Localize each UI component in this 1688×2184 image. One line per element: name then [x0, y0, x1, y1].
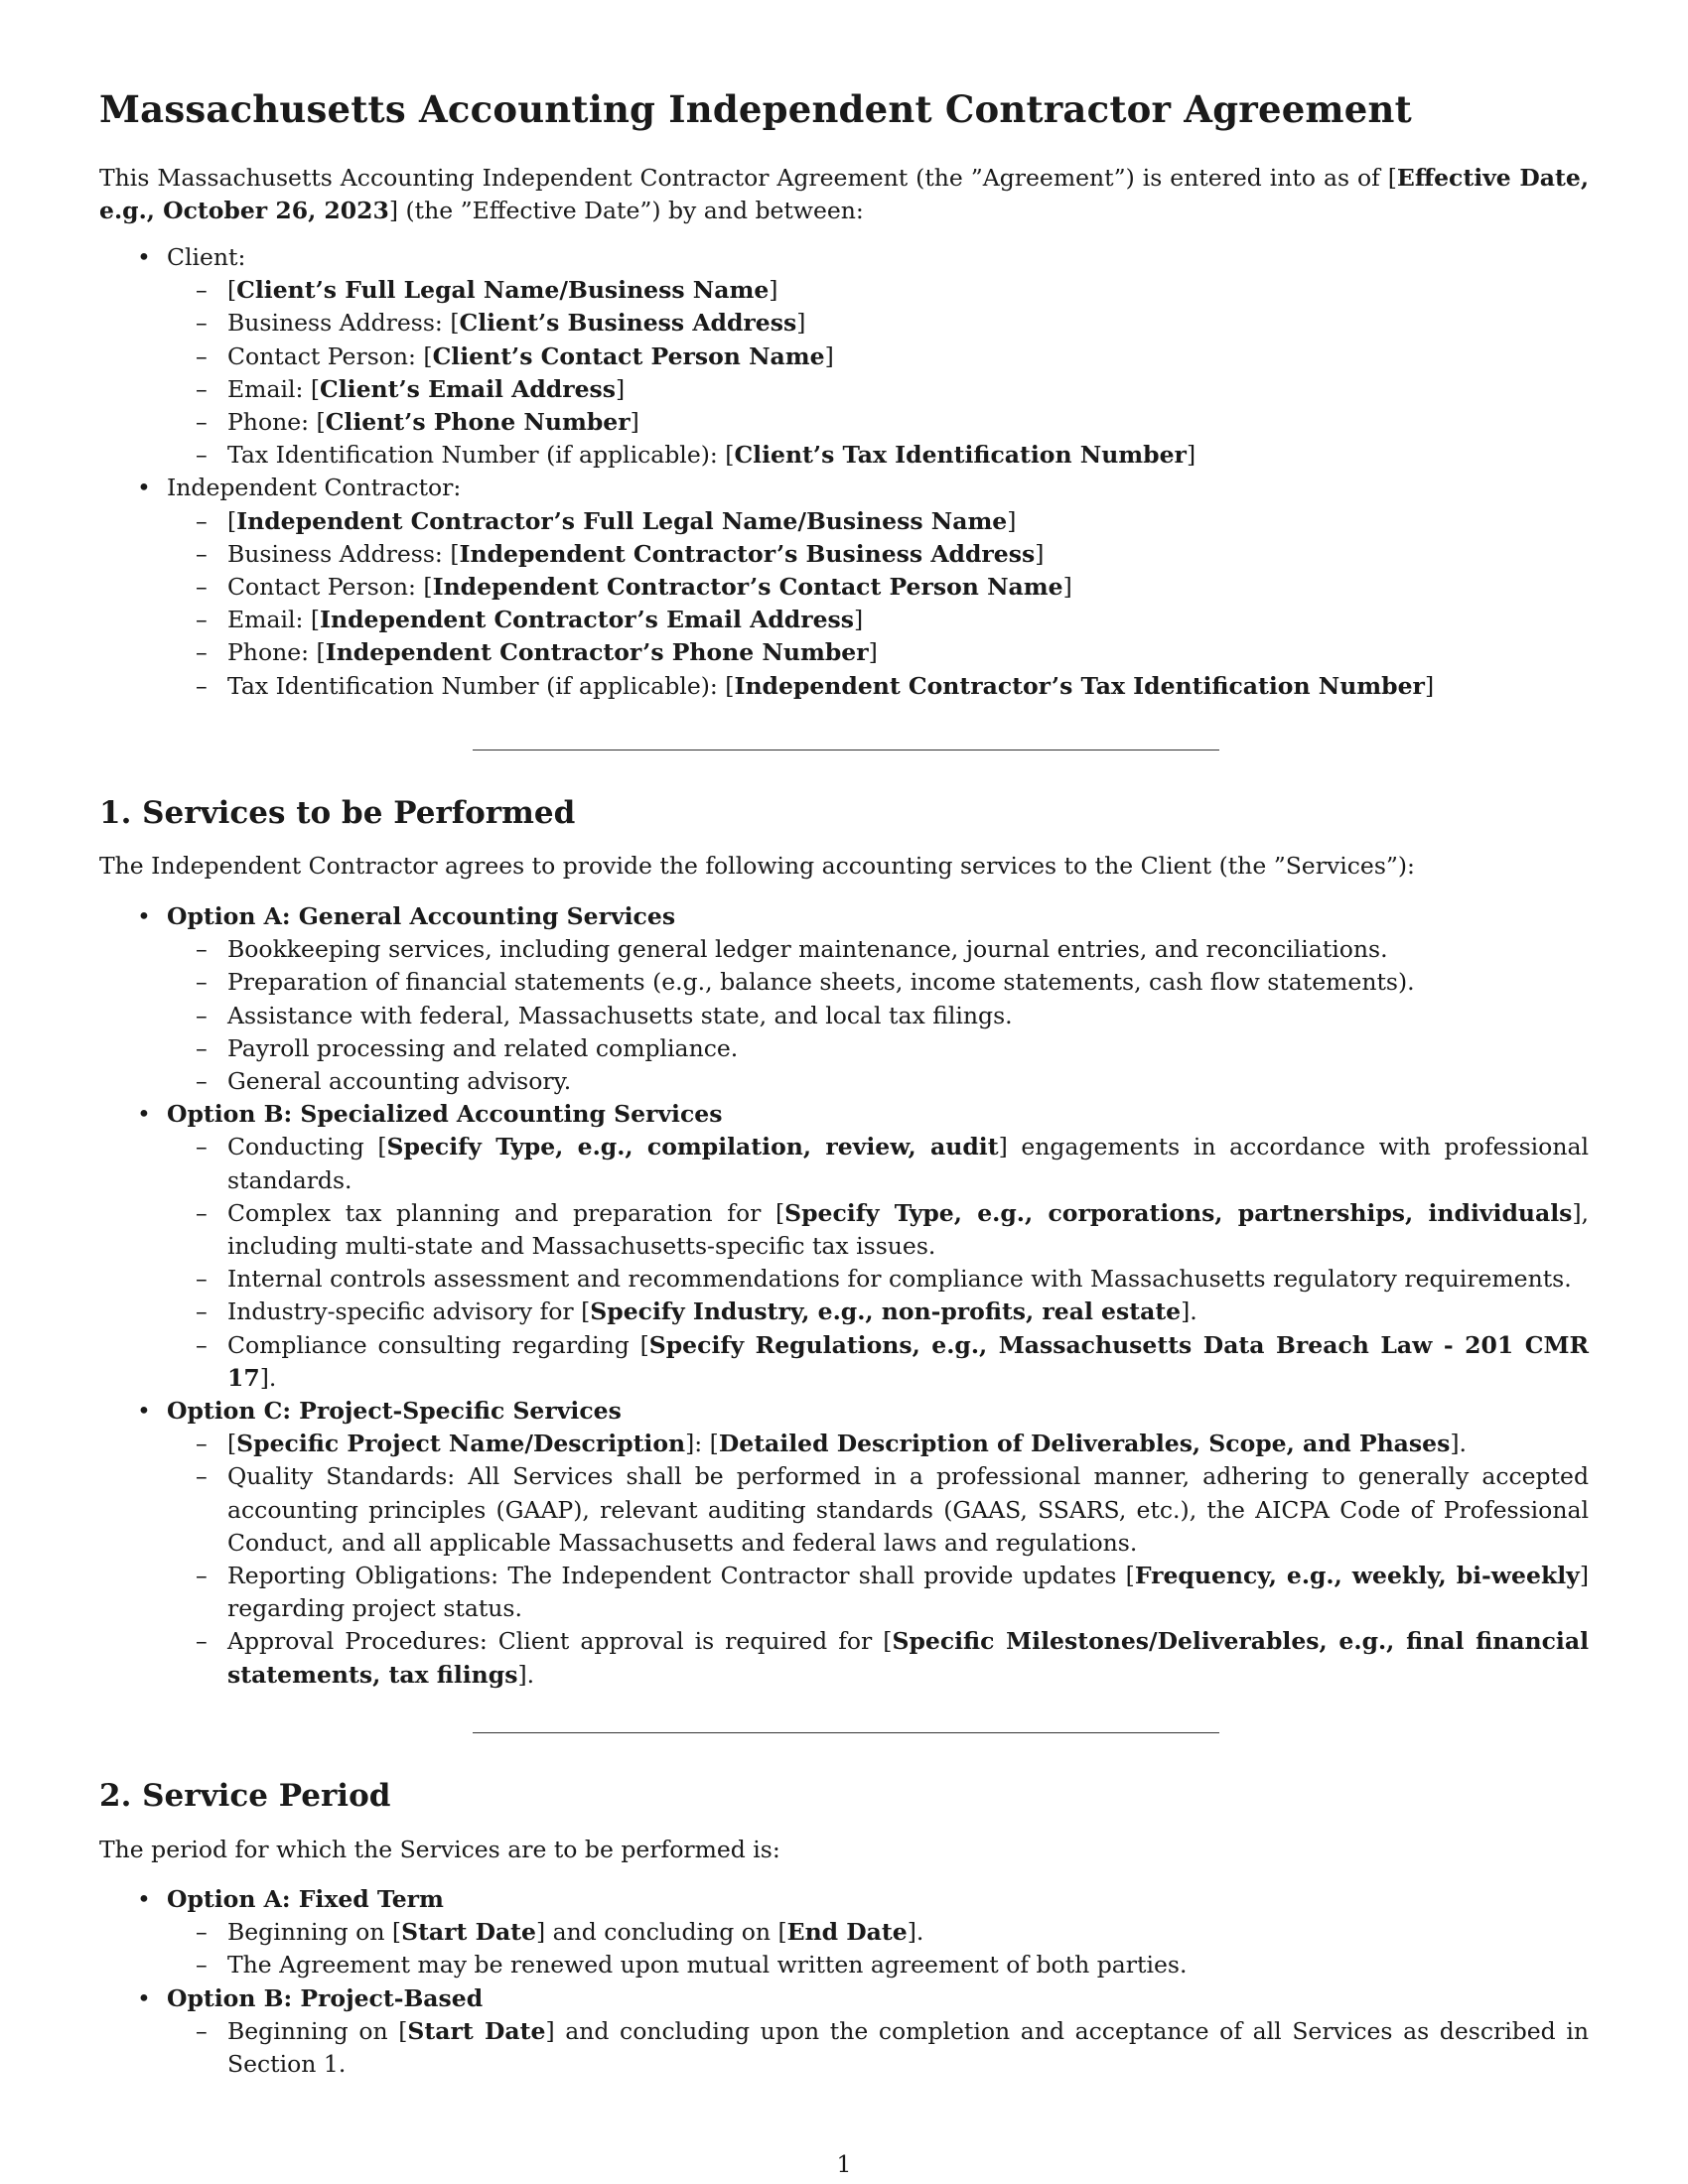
item-text: ].	[517, 1660, 535, 1689]
field-label: Tax Identification Number (if applicable): [	[227, 441, 735, 470]
dash-icon: –	[196, 276, 208, 305]
client-address-placeholder: Client’s Business Address	[459, 309, 797, 338]
dash-icon: –	[196, 1918, 208, 1947]
item-text: Bookkeeping services, including general ledger maintenance, journal entries, and reconciliations.	[227, 935, 1388, 964]
item-text: Beginning on [	[227, 2016, 408, 2045]
item-text: General accounting advisory.	[227, 1067, 572, 1096]
option-c-items	[167, 1428, 1589, 1692]
dash-icon: –	[196, 968, 208, 997]
bracket: ]	[868, 638, 878, 667]
intro-text: ] (the ”Effective Date”) by and between:	[388, 197, 864, 224]
dash-icon: –	[196, 1265, 208, 1294]
field-label: Contact Person: [	[227, 341, 433, 370]
option-label: Option A: General Accounting Services	[167, 902, 676, 930]
option-label: Option A: Fixed Term	[167, 1885, 444, 1913]
item-text: Complex tax planning and preparation for [	[227, 1198, 785, 1227]
contractor-contact-placeholder: Independent Contractor’s Contact Person Name	[432, 573, 1063, 602]
placeholder: Start Date	[401, 1918, 536, 1947]
placeholder: Specify Type, e.g., compilation, review, audit	[386, 1133, 999, 1161]
field-label: Business Address: [	[227, 309, 460, 338]
bullet-icon: •	[137, 1397, 151, 1426]
contractor-name-placeholder: Independent Contractor’s Full Legal Name/Business Name	[236, 506, 1008, 535]
client-tax-placeholder: Client’s Tax Identification Number	[734, 441, 1187, 470]
item-text: ] and concluding upon the completion and acceptance of all Services as described in Section 1.	[227, 2016, 1589, 2079]
intro-paragraph	[99, 162, 1589, 227]
item-text: Payroll processing and related compliance.	[227, 1033, 739, 1062]
dash-icon: –	[196, 1562, 208, 1590]
item-text: ] and concluding on [	[535, 1918, 787, 1947]
section-heading: 2. Service Period	[99, 1778, 391, 1814]
list-item	[167, 1560, 1589, 1625]
placeholder: Specify Industry, e.g., non-profits, real estate	[590, 1297, 1182, 1326]
option-label: Option B: Project-Based	[167, 1983, 484, 2012]
contractor-label: Independent Contractor:	[167, 474, 462, 502]
dash-icon: –	[196, 1330, 208, 1359]
item-text: ] engagements in accordance with professional standards.	[227, 1133, 1589, 1194]
item-text: ].	[1181, 1297, 1197, 1326]
bracket: ]	[1035, 539, 1045, 568]
item-text: Compliance consulting regarding [	[227, 1330, 649, 1359]
bracket: ]	[1007, 506, 1017, 535]
dash-icon: –	[196, 2016, 208, 2045]
dash-icon: –	[196, 374, 208, 403]
bracket: ]	[1062, 573, 1072, 602]
item-text: Quality Standards: All Services shall be performed in a professional manner, adhering to generally accepted accounting principles (GAAP), relevant auditing standards (GAAS, SSARS, etc.), the AICPA Code of Professional Conduct, and all applicable Massachusetts and federal laws and regulations.	[227, 1462, 1589, 1557]
item-text: ].	[907, 1918, 924, 1947]
placeholder: Specific Milestones/Deliverables, e.g., final financial statements, tax filings	[227, 1627, 1589, 1689]
bullet-icon: •	[137, 243, 151, 271]
dash-icon: –	[196, 309, 208, 338]
bracket: ]	[796, 309, 806, 338]
client-email-placeholder: Client’s Email Address	[320, 374, 617, 403]
parties-list	[99, 241, 1589, 703]
option-a-items	[167, 1916, 1589, 1981]
placeholder: Specify Regulations, e.g., Massachusetts Data Breach Law - 201 CMR 17	[227, 1330, 1589, 1392]
option-label: Option B: Specialized Accounting Services	[167, 1100, 723, 1129]
effective-date-placeholder: Effective Date, e.g., October 26, 2023	[99, 164, 1589, 224]
list-item	[99, 241, 1589, 472]
field-label: Business Address: [	[227, 539, 460, 568]
section-intro: The Independent Contractor agrees to provide the following accounting services to the Client (the ”Services”):	[99, 852, 1415, 880]
field-label: Contact Person: [	[227, 573, 433, 602]
dash-icon: –	[196, 1627, 208, 1656]
list-item	[167, 1916, 1589, 1949]
bracket: [	[227, 276, 237, 305]
placeholder: Detailed Description of Deliverables, Scope, and Phases	[718, 1430, 1451, 1458]
list-item	[167, 1428, 1589, 1460]
list-item	[167, 538, 1589, 571]
client-contact-placeholder: Client’s Contact Person Name	[432, 341, 825, 370]
document-page	[99, 0, 1589, 2184]
dash-icon: –	[196, 1033, 208, 1062]
client-label: Client:	[167, 243, 246, 271]
placeholder: Specific Project Name/Description	[236, 1430, 686, 1458]
dash-icon: –	[196, 1198, 208, 1227]
section-intro: The period for which the Services are to be performed is:	[99, 1836, 780, 1863]
contractor-tax-placeholder: Independent Contractor’s Tax Identification Number	[734, 671, 1425, 700]
field-label: Email: [	[227, 606, 321, 634]
bracket: ]	[854, 606, 864, 634]
intro-text: This Massachusetts Accounting Independent Contractor Agreement (the ”Agreement”) is entered into as of [	[99, 164, 1397, 192]
dash-icon: –	[196, 1001, 208, 1029]
bracket: ]	[824, 341, 834, 370]
dash-icon: –	[196, 1430, 208, 1458]
list-item	[167, 1625, 1589, 1691]
contractor-email-placeholder: Independent Contractor’s Email Address	[320, 606, 855, 634]
bracket: ]	[1186, 441, 1196, 470]
placeholder: Frequency, e.g., weekly, bi-weekly	[1134, 1562, 1580, 1590]
item-text: Internal controls assessment and recommendations for compliance with Massachusetts regulatory requirements.	[227, 1265, 1572, 1294]
list-item	[167, 1032, 1589, 1065]
dash-icon: –	[196, 638, 208, 667]
client-details	[167, 274, 1589, 472]
contractor-phone-placeholder: Independent Contractor’s Phone Number	[325, 638, 869, 667]
field-label: Tax Identification Number (if applicable): [	[227, 671, 735, 700]
horizontal-rule	[473, 1732, 1219, 1733]
list-item	[167, 1329, 1589, 1395]
list-item	[167, 636, 1589, 669]
list-item	[167, 1065, 1589, 1098]
item-text: ].	[1450, 1430, 1467, 1458]
dash-icon: –	[196, 573, 208, 602]
bullet-icon: •	[137, 1983, 151, 2012]
horizontal-rule	[473, 750, 1219, 751]
dash-icon: –	[196, 506, 208, 535]
list-item	[167, 505, 1589, 538]
placeholder: Specify Type, e.g., corporations, partnerships, individuals	[784, 1198, 1573, 1227]
list-item	[167, 1197, 1589, 1263]
option-b-items	[167, 1131, 1589, 1395]
option-label: Option C: Project-Specific Services	[167, 1397, 622, 1426]
field-label: Phone: [	[227, 408, 326, 437]
list-item	[99, 1883, 1589, 1982]
dash-icon: –	[196, 1462, 208, 1491]
client-name-placeholder: Client’s Full Legal Name/Business Name	[236, 276, 770, 305]
list-item	[167, 670, 1589, 703]
document-title: Massachusetts Accounting Independent Contractor Agreement	[99, 87, 1412, 131]
list-item	[167, 406, 1589, 439]
list-item	[167, 274, 1589, 307]
list-item	[167, 1131, 1589, 1196]
item-text: Conducting [	[227, 1133, 387, 1161]
list-item	[167, 966, 1589, 999]
bullet-icon: •	[137, 474, 151, 502]
services-options-list	[99, 900, 1589, 1692]
list-item	[167, 373, 1589, 406]
dash-icon: –	[196, 1951, 208, 1979]
bracket: ]	[616, 374, 626, 403]
dash-icon: –	[196, 341, 208, 370]
list-item	[167, 1000, 1589, 1032]
list-item	[99, 1098, 1589, 1395]
option-b-items	[167, 2015, 1589, 2081]
item-text: [	[227, 1430, 237, 1458]
list-item	[167, 341, 1589, 373]
bullet-icon: •	[137, 1885, 151, 1913]
item-text: ] regarding project status.	[227, 1562, 1589, 1623]
list-item	[167, 933, 1589, 966]
dash-icon: –	[196, 935, 208, 964]
field-label: Phone: [	[227, 638, 326, 667]
list-item	[167, 2015, 1589, 2081]
dash-icon: –	[196, 1133, 208, 1161]
item-text: The Agreement may be renewed upon mutual written agreement of both parties.	[227, 1951, 1188, 1979]
list-item	[99, 900, 1589, 1098]
item-text: Assistance with federal, Massachusetts state, and local tax filings.	[227, 1001, 1013, 1029]
item-text: ].	[259, 1363, 277, 1392]
bracket: ]	[1424, 671, 1435, 700]
dash-icon: –	[196, 1297, 208, 1326]
list-item	[99, 1395, 1589, 1692]
item-text: ]: [	[685, 1430, 719, 1458]
dash-icon: –	[196, 1067, 208, 1096]
dash-icon: –	[196, 539, 208, 568]
list-item	[167, 571, 1589, 604]
placeholder: End Date	[786, 1918, 908, 1947]
item-text: ], including multi-state and Massachusetts-specific tax issues.	[227, 1198, 1589, 1261]
list-item	[167, 1263, 1589, 1296]
contractor-address-placeholder: Independent Contractor’s Business Address	[459, 539, 1036, 568]
list-item	[99, 1982, 1589, 2082]
item-text: Industry-specific advisory for [	[227, 1297, 591, 1326]
bracket: ]	[630, 408, 639, 437]
dash-icon: –	[196, 671, 208, 700]
list-item	[167, 1949, 1589, 1981]
list-item	[167, 439, 1589, 472]
bracket: ]	[769, 276, 778, 305]
list-item	[167, 604, 1589, 636]
item-text: Reporting Obligations: The Independent Contractor shall provide updates [	[227, 1562, 1135, 1590]
item-text: Approval Procedures: Client approval is required for [	[227, 1627, 893, 1656]
placeholder: Start Date	[407, 2016, 546, 2045]
item-text: Beginning on [	[227, 1918, 402, 1947]
section-heading: 1. Services to be Performed	[99, 795, 576, 831]
field-label: Email: [	[227, 374, 321, 403]
list-item	[167, 1460, 1589, 1560]
list-item	[167, 307, 1589, 340]
service-period-options-list	[99, 1883, 1589, 2081]
page-number: 1	[836, 2150, 852, 2178]
list-item	[99, 472, 1589, 702]
contractor-details	[167, 505, 1589, 703]
bullet-icon: •	[137, 1100, 151, 1129]
item-text: Preparation of financial statements (e.g., balance sheets, income statements, cash flow statements).	[227, 968, 1415, 997]
dash-icon: –	[196, 408, 208, 437]
dash-icon: –	[196, 441, 208, 470]
dash-icon: –	[196, 606, 208, 634]
bullet-icon: •	[137, 902, 151, 930]
list-item	[167, 1296, 1589, 1328]
option-a-items	[167, 933, 1589, 1098]
client-phone-placeholder: Client’s Phone Number	[325, 408, 631, 437]
bracket: [	[227, 506, 237, 535]
